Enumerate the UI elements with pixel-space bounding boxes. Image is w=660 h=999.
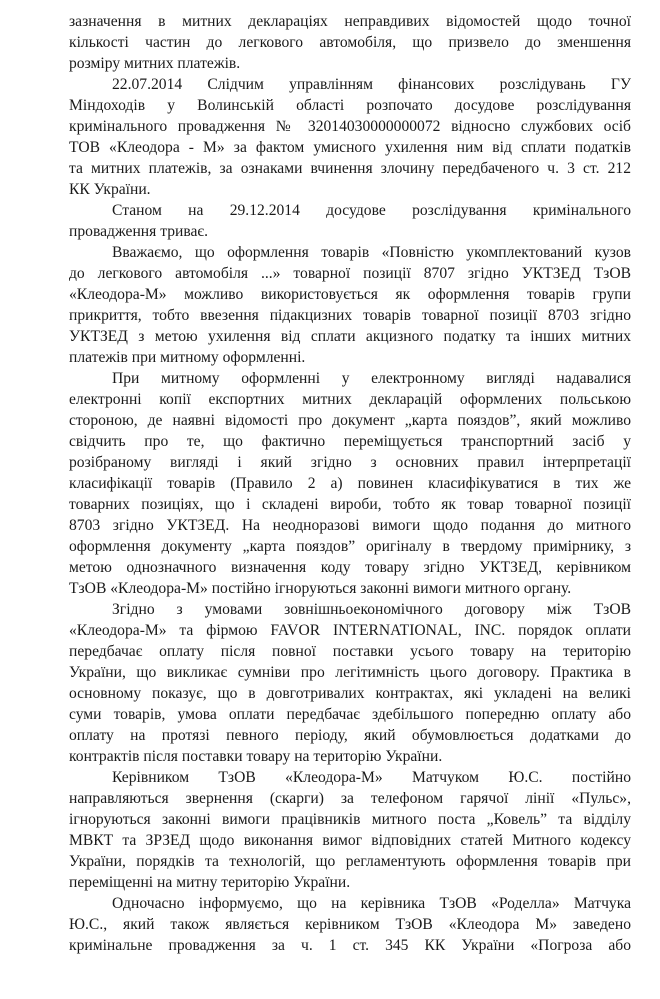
text-line: ігноруються законні вимоги працівників митного поста „Ковель” та відділу	[69, 811, 631, 828]
text-line: Згідно з умовами зовнішньоекономічного договору між ТзОВ	[112, 601, 631, 618]
text-line: класифікації товарів (Правило 2 а) повинен класифікуватися в тих же	[69, 475, 631, 492]
text-line: контрактів після поставки товару на територію України.	[69, 748, 443, 765]
text-line: зазначення в митних деклараціях неправдивих відомостей щодо точної	[69, 13, 631, 30]
text-line: оформлення документу „карта пояздов” оригіналу в твердому примірнику, з	[69, 538, 631, 555]
text-line: розібраному вигляді і який згідно з основних правил інтерпретації	[69, 454, 631, 471]
paragraph	[69, 200, 631, 242]
document-page	[69, 11, 631, 956]
text-line: переміщенні на митну територію України.	[69, 874, 351, 891]
text-line: України, що викликає сумніви про легітимність цього договору. Практика в	[69, 664, 631, 681]
text-line: метою однозначного визначення коду товару згідно УКТЗЕД, керівником	[69, 559, 631, 576]
text-line: 8703 згідно УКТЗЕД. На неодноразові вимоги щодо подання до митного	[69, 517, 631, 534]
paragraph	[69, 11, 631, 74]
text-line: направляються звернення (скарги) за телефоном гарячої лінії «Пульс»,	[69, 790, 631, 807]
text-line: Станом на 29.12.2014 досудове розслідування кримінального	[112, 202, 631, 219]
paragraph	[69, 368, 631, 599]
text-line: оплату на протязі певного періоду, який обумовлюється додатками до	[69, 727, 631, 744]
text-line: кримінальне провадження за ч. 1 ст. 345 КК України «Погроза або	[69, 937, 631, 954]
text-line: Ю.С., який також являється керівником ТзОВ «Клеодора М» заведено	[69, 916, 631, 933]
text-line: суми товарів, умова оплати передбачає здебільшого попередню оплату або	[69, 706, 631, 723]
text-line: «Клеодора-М» можливо використовується як оформлення товарів групи	[69, 286, 631, 303]
text-line: «Клеодора-М» та фірмою FAVOR INTERNATIONAL, INC. порядок оплати	[69, 622, 631, 639]
text-line: МВКТ та ЗРЗЕД щодо виконання вимог відповідних статей Митного кодексу	[69, 832, 631, 849]
text-line: прикриття, тобто ввезення підакцизних товарів товарної позиції 8703 згідно	[69, 307, 631, 324]
text-line: до легкового автомобіля ...» товарної позиції 8707 згідно УКТЗЕД ТзОВ	[69, 265, 631, 282]
paragraph	[69, 242, 631, 368]
text-line: Міндоходів у Волинській області розпочато досудове розслідування	[69, 97, 631, 114]
text-line: та митних платежів, за ознаками вчинення злочину передбаченого ч. 3 ст. 212	[69, 160, 631, 177]
text-line: провадження триває.	[69, 223, 209, 240]
text-line: розміру митних платежів.	[69, 55, 241, 72]
paragraph	[69, 74, 631, 200]
text-line: передбачає оплату після повної поставки усього товару на територію	[69, 643, 631, 660]
paragraph	[69, 893, 631, 956]
text-line: Одночасно інформуємо, що на керівника ТзОВ «Роделла» Матчука	[112, 895, 631, 912]
text-line: свідчить про те, що фактично переміщується транспортний засіб у	[69, 433, 631, 450]
text-line: 22.07.2014 Слідчим управлінням фінансових розслідувань ГУ	[112, 76, 631, 93]
text-line: кількості частин до легкового автомобіля, що призвело до зменшення	[69, 34, 631, 51]
text-line: КК України.	[69, 181, 151, 198]
paragraph	[69, 599, 631, 767]
text-line: товарних позиціях, що і складені вироби, тобто як товар товарної позиції	[69, 496, 631, 513]
text-line: платежів при митному оформленні.	[69, 349, 306, 366]
text-line: ТОВ «Клеодора - М» за фактом умисного ухилення ним від сплати податків	[69, 139, 631, 156]
text-line: України, порядків та технологій, що регламентують оформлення товарів при	[69, 853, 631, 870]
text-line: Керівником ТзОВ «Клеодора-М» Матчуком Ю.С. постійно	[112, 769, 631, 786]
text-line: Вважаємо, що оформлення товарів «Повністю укомплектований кузов	[112, 244, 631, 261]
text-line: При митному оформленні у електронному вигляді надавалися	[112, 370, 631, 387]
paragraph	[69, 767, 631, 893]
text-line: кримінального провадження № 32014030000000072 відносно службових осіб	[69, 118, 631, 135]
text-line: електронні копії експортних митних декларацій оформлених польською	[69, 391, 631, 408]
text-line: стороною, де наявні відомості про документ „карта пояздов”, який можливо	[69, 412, 631, 429]
text-line: ТзОВ «Клеодора-М» постійно ігноруються законні вимоги митного органу.	[69, 580, 572, 597]
text-line: основному показує, що в довготривалих контрактах, які укладені на великі	[69, 685, 631, 702]
text-line: УКТЗЕД з метою ухилення від сплати акцизного податку та інших митних	[69, 328, 631, 345]
